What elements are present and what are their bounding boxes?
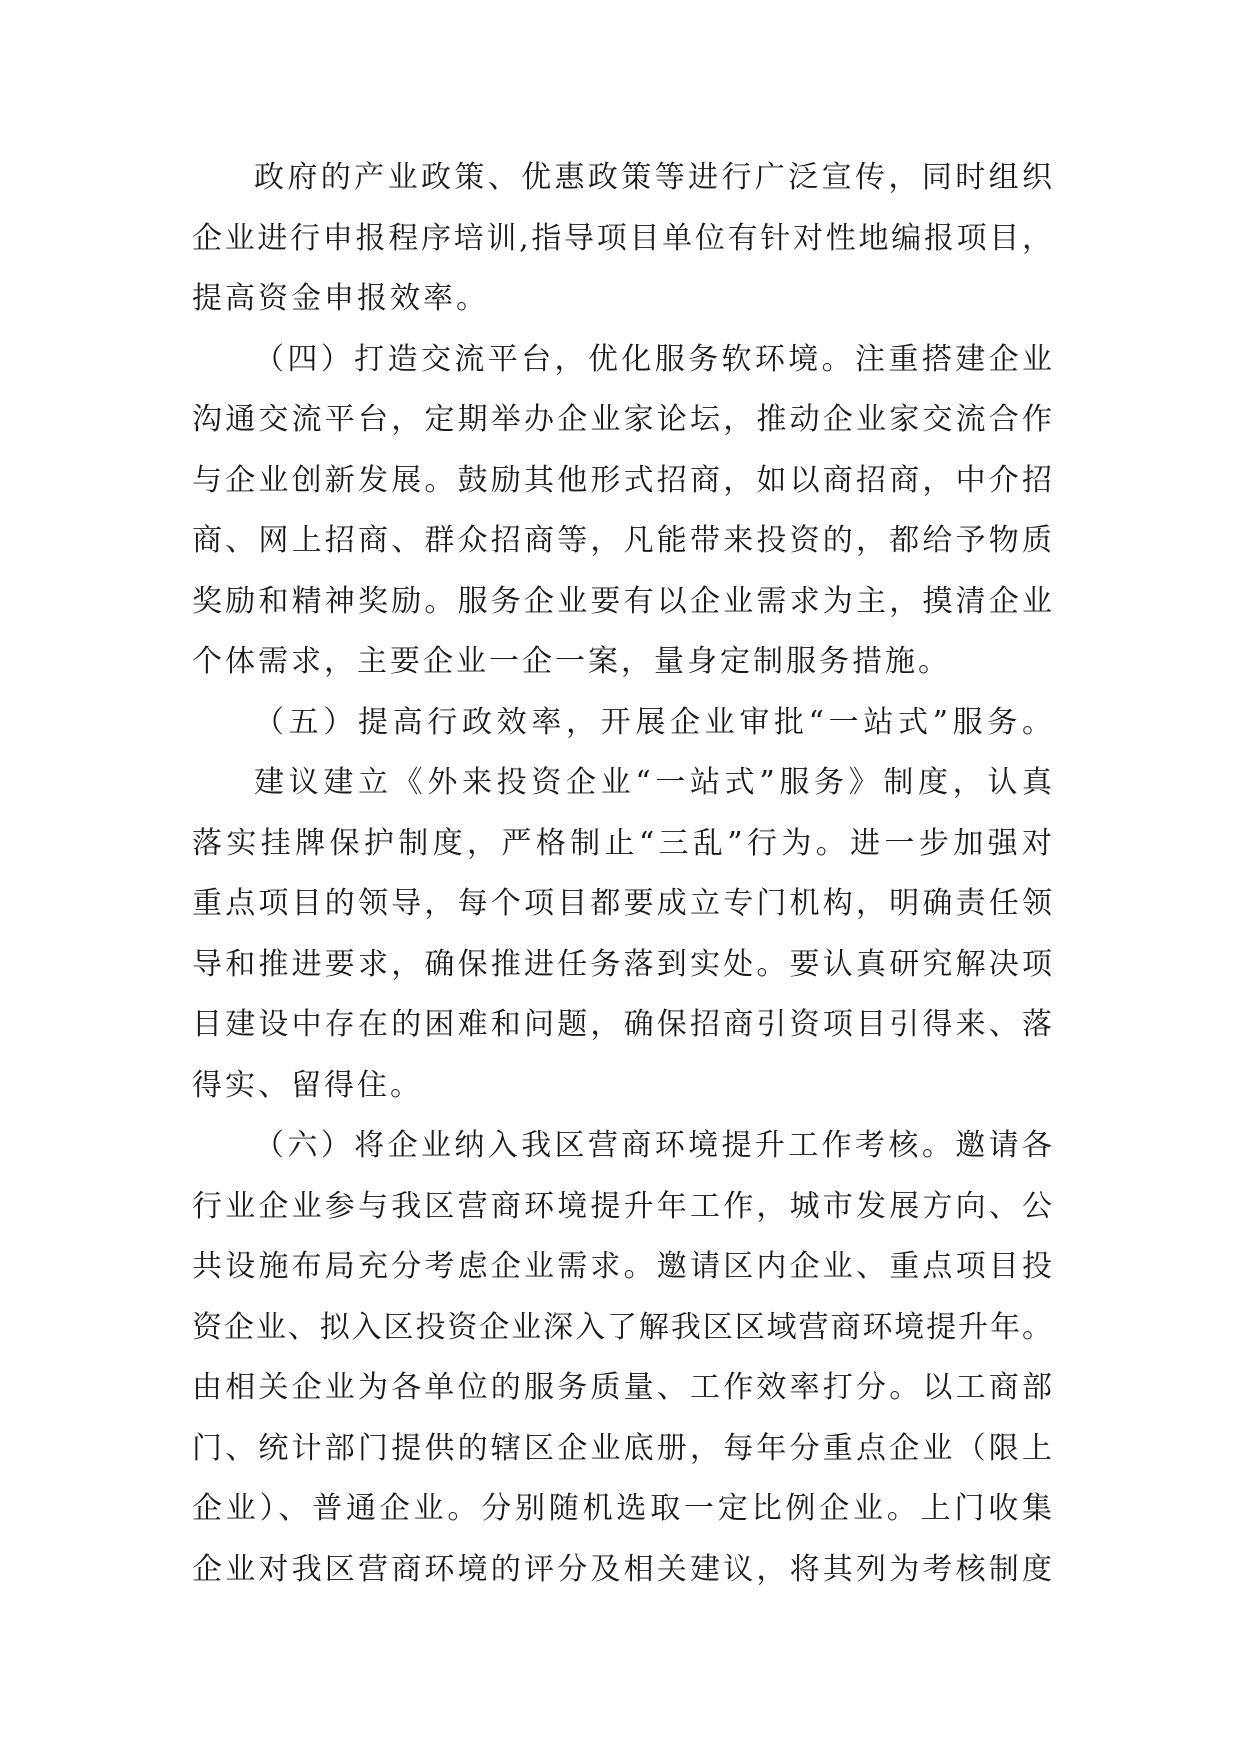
text-line: （五）提高行政效率，开展企业审批“一站式”服务。 xyxy=(254,704,1052,740)
text-line: 导和推进要求，确保推进任务落到实处。要认真研究解决项 xyxy=(192,946,1052,982)
text-line: 企业对我区营商环境的评分及相关建议，将其列为考核制度 xyxy=(192,1551,1052,1587)
text-line: 个体需求，主要企业一企一案，量身定制服务措施。 xyxy=(192,644,951,679)
text-line: 沟通交流平台，定期举办企业家论坛，推动企业家交流合作 xyxy=(192,402,1052,437)
text-line: （六）将企业纳入我区营商环境提升工作考核。邀请各 xyxy=(254,1128,1052,1163)
text-line: 共设施布局充分考虑企业需求。邀请区内企业、重点项目投 xyxy=(192,1249,1052,1284)
text-line: 政府的产业政策、优惠政策等进行广泛宣传，同时组织 xyxy=(254,160,1052,195)
text-line: 企业）、普通企业。分别随机选取一定比例企业。上门收集 xyxy=(192,1491,1052,1526)
text-line: 重点项目的领导，每个项目都要成立专门机构，明确责任领 xyxy=(192,886,1052,921)
text-line: 奖励和精神奖励。服务企业要有以企业需求为主，摸清企业 xyxy=(192,583,1052,619)
text-line: 门、统计部门提供的辖区企业底册，每年分重点企业（限上 xyxy=(192,1430,1052,1466)
text-line: （四）打造交流平台，优化服务软环境。注重搭建企业 xyxy=(254,341,1052,377)
text-line: 企业进行申报程序培训,指导项目单位有针对性地编报项目， xyxy=(192,220,1052,256)
text-line: 行业企业参与我区营商环境提升年工作，城市发展方向、公 xyxy=(192,1188,1052,1224)
text-line: 商、网上招商、群众招商等，凡能带来投资的，都给予物质 xyxy=(192,523,1052,558)
text-line: 与企业创新发展。鼓励其他形式招商，如以商招商，中介招 xyxy=(192,462,1052,498)
text-line: 资企业、拟入区投资企业深入了解我区区域营商环境提升年。 xyxy=(192,1309,1052,1345)
text-line: 得实、留得住。 xyxy=(192,1067,423,1103)
body-text xyxy=(192,158,1052,1610)
text-line: 落实挂牌保护制度，严格制止“三乱”行为。进一步加强对 xyxy=(192,825,1052,861)
text-line: 提高资金申报效率。 xyxy=(192,281,489,316)
text-line: 目建设中存在的困难和问题，确保招商引资项目引得来、落 xyxy=(192,1007,1052,1042)
text-line: 建议建立《外来投资企业“一站式”服务》制度，认真 xyxy=(254,765,1052,800)
text-line: 由相关企业为各单位的服务质量、工作效率打分。以工商部 xyxy=(192,1370,1052,1405)
